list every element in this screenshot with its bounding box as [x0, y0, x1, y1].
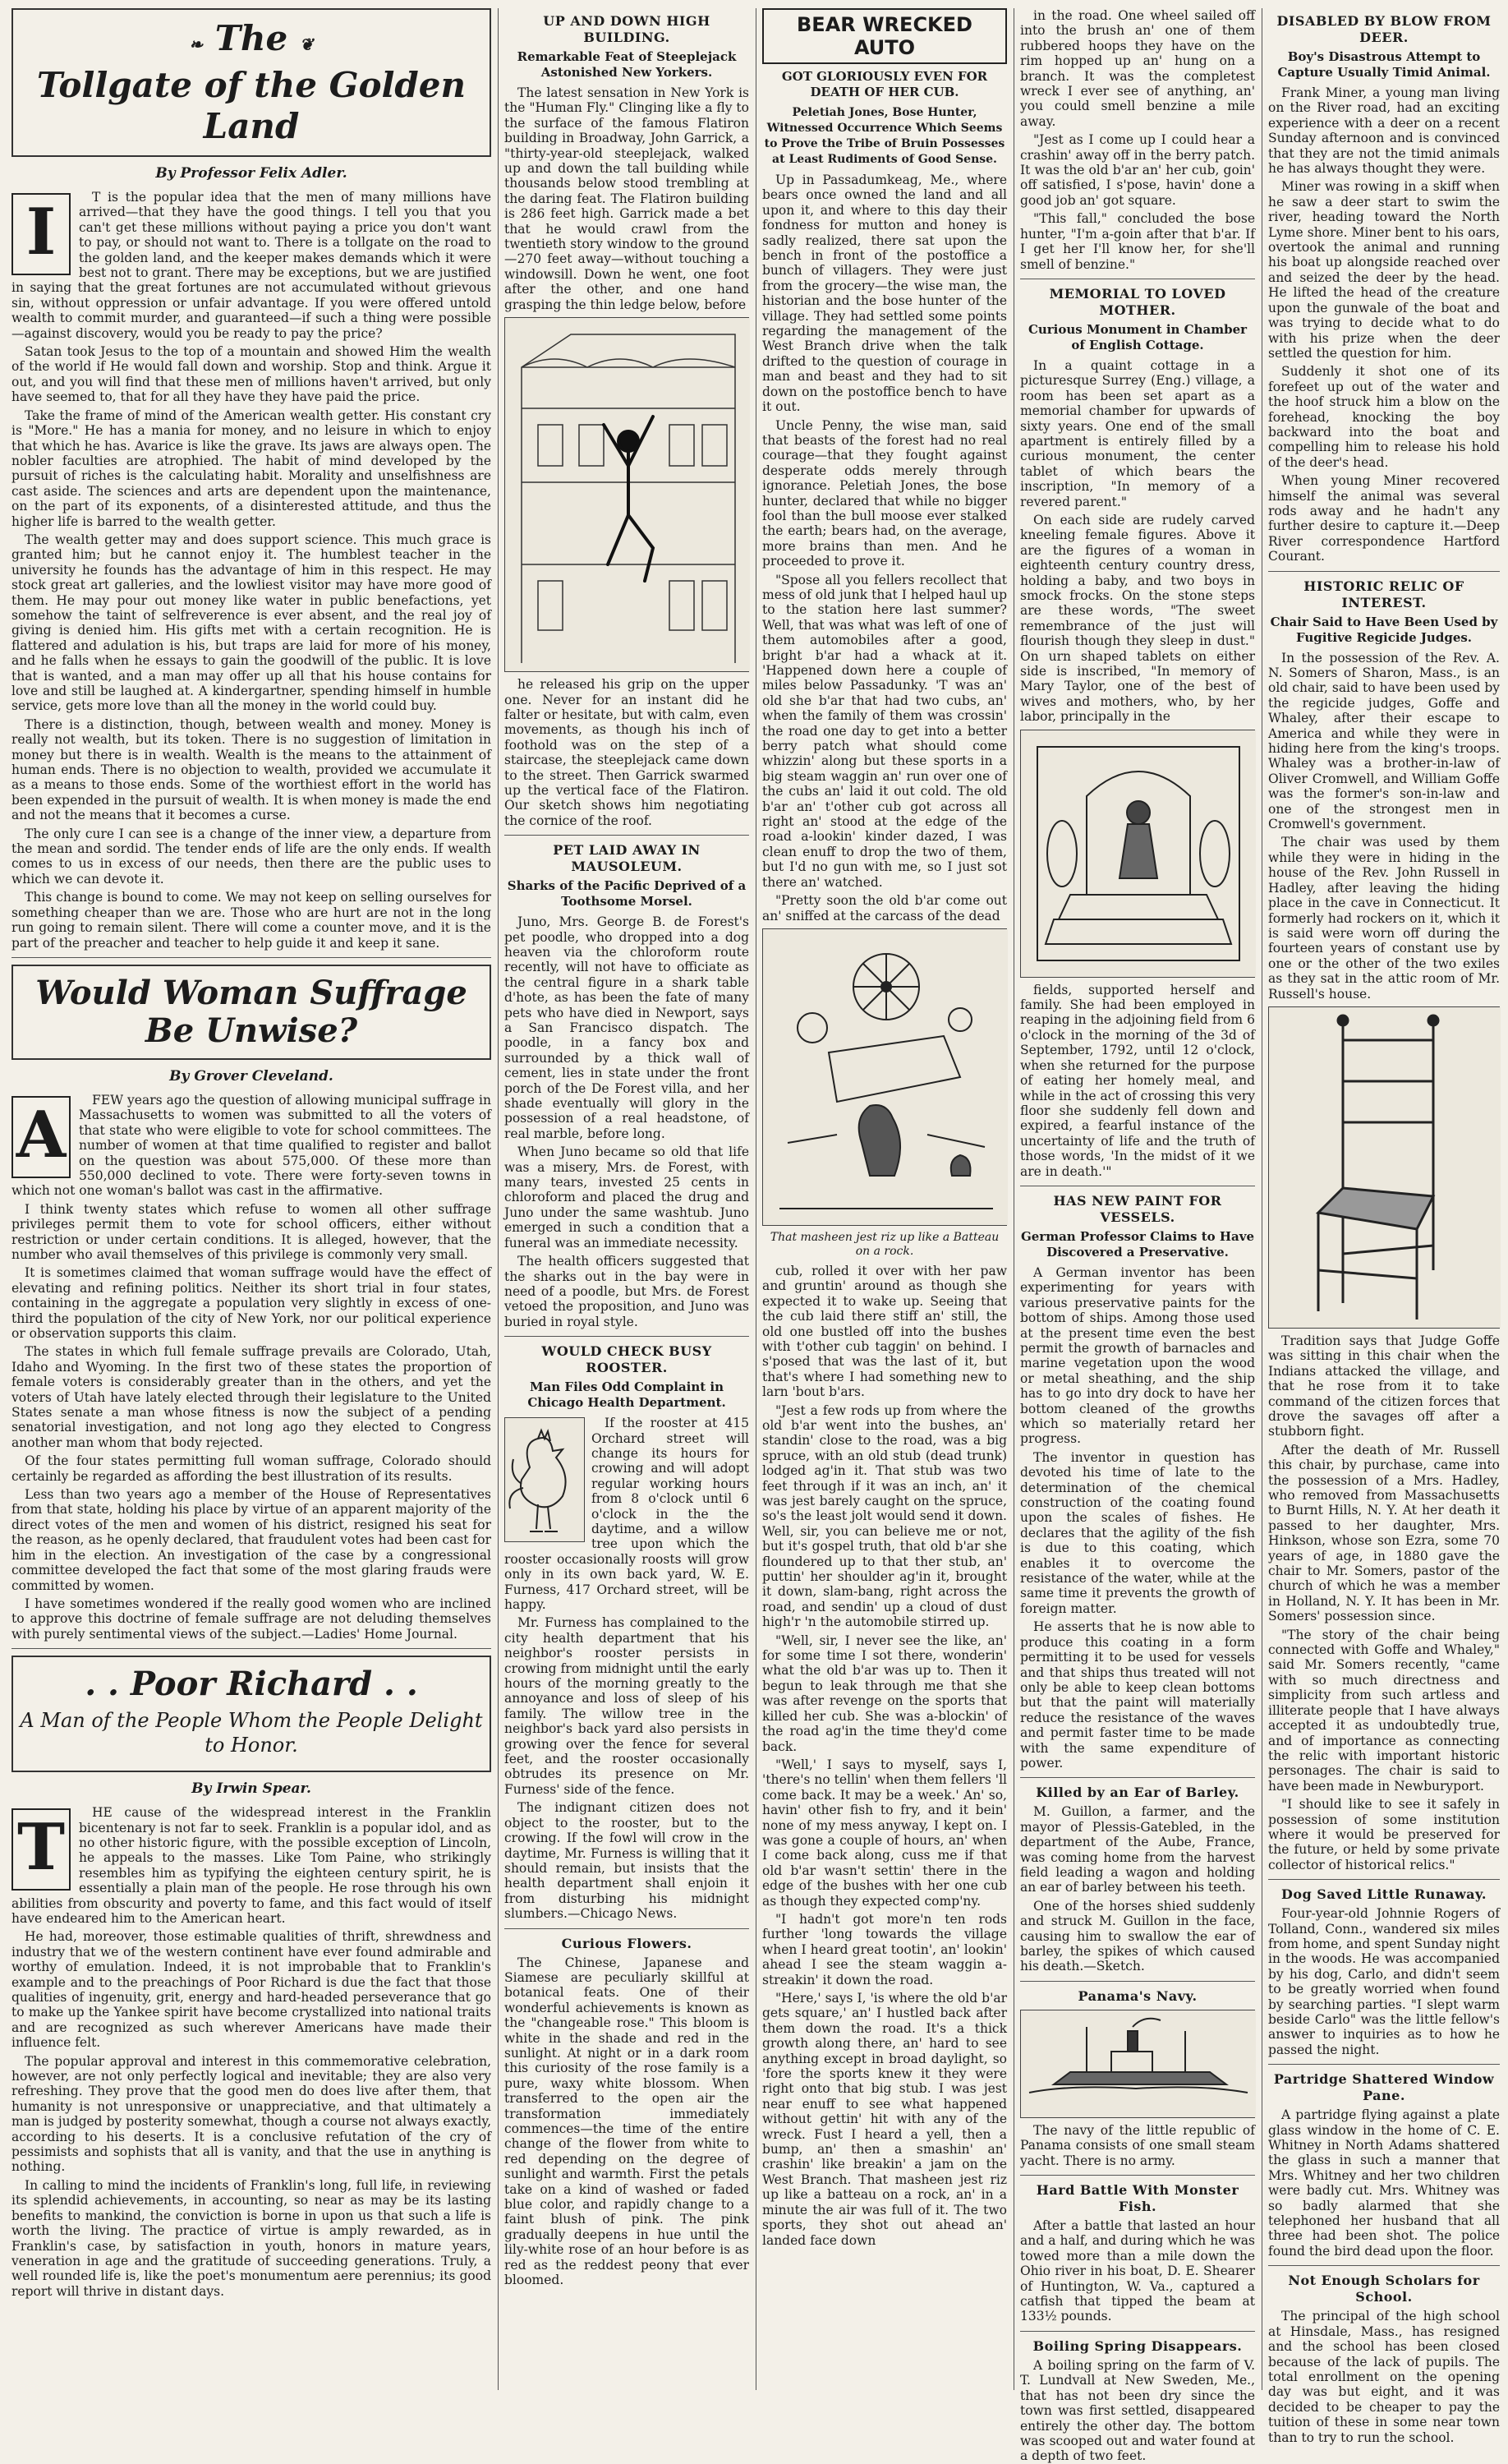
paragraph: The states in which full female suffrage prevails are Colorado, Utah, Idaho and Wyoming. In the first two of these states the proportion of female voters is considerably greater than in the others, and yet the voters of Utah have lately elected through their legislature to the United States senate a man whose fitness is now the subject of a pending senatorial investigation, and not long ago they elected to Congress another man whom that body rejected. [11, 1344, 491, 1450]
paragraph: "I should like to see it safely in possession of some institution where it would be preserved for the future, or held by some private collector of historical relics." [1268, 1797, 1500, 1872]
paint-headline: HAS NEW PAINT FOR VESSELS. [1053, 1192, 1222, 1225]
paragraph: In the possession of the Rev. A. N. Somers of Sharon, Mass., is an old chair, said to have been used by the regicide judges, Goffe and Whaley, after their escape to America and while they were in hiding here from the king's troops. Whaley was a brother-in-law of Oliver Cromwell, and William Goffe was the former's son-in-law and one of the strongest men in Cromwell's government. [1268, 650, 1500, 832]
deer-headline: DISABLED BY BLOW FROM DEER. [1276, 13, 1492, 45]
tollgate-title-box [11, 8, 491, 157]
runaway-headline: Dog Saved Little Runaway. [1281, 1886, 1487, 1903]
suffrage-article [11, 1093, 491, 1642]
bear-deck-1: GOT GLORIOUSLY EVEN FOR DEATH OF HER CUB. [781, 69, 988, 99]
paragraph: Uncle Penny, the wise man, said that beasts of the forest had no real courage—that they fought against desperate odds merely through ignorance. Peletiah Jones, the bose hunter, declared that while no bigger fool than the bull moose ever stalked the earth; bears had, on the average, more brains than men. And he proceeded to prove it. [762, 417, 1007, 569]
paragraph: If the rooster at 415 Orchard street will change its hours for crowing and will adopt regular working hours from 8 o'clock until 6 o'clock in the the daytime, and a willow tree upon which the rooster occasionally roosts will grow only in its own back yard, W. E. Furness, 417 Orchard street, will be happy. [504, 1416, 749, 1612]
paragraph: In calling to mind the incidents of Franklin's long, full life, in reviewing its splendid achievements, in accounting, so near as may be its lasting benefits to mankind, the conviction is borne in upon us that such a life is worth the living. The practice of virtue is amply rewarded, as in Franklin's case, by satisfaction in youth, honors in mature years, veneration in age and the gratitude of succeeding generations. Truly, a well rounded life is, like the poet's monumentum aere perennius; its good report will thrive in distant days. [11, 2177, 491, 2299]
dropcap-letter: I [11, 193, 71, 275]
paragraph: "Pretty soon the old b'ar come out an' sniffed at the carcass of the dead [762, 893, 1007, 923]
divider [1020, 2331, 1255, 2332]
divider [1020, 2175, 1255, 2176]
paragraph: "Jest as I come up I could hear a crashin' away off in the berry patch. It was the old b'ar an' her cub, goin' off satisfied, I s'pose, havin' done a good job an' got square. [1020, 132, 1255, 208]
rooster-icon [505, 1418, 584, 1541]
paragraph: "Jest a few rods up from where the old b'ar went into the bushes, an' standin' close to the road, was a big spruce, with an old stub (dead trunk) lodged ag'in it. That stub was two feet through if it was an inch, an' it was jest barely caught on the spruce, so's the least jolt would send it down. Well, sir, you can believe me or not, but it's gospel truth, that old b'ar she floundered up to that ther stub, an' puttin' her shoulder ag'in it, brought it down, slam-bang, right across the road, and sendin' up a cloud of dust high'r 'n the automobile stirred up. [762, 1402, 1007, 1630]
column-5 [1268, 8, 1500, 2445]
rooster-illustration [504, 1417, 585, 1542]
paragraph: I think twenty states which refuse to women all other suffrage privileges permit them to vote for school officers, either without restriction or under certain conditions. It is alleged, however, that the number who avail themselves of this privilege is commonly very small. [11, 1201, 491, 1262]
barley-headline: Killed by an Ear of Barley. [1036, 1785, 1239, 1801]
paragraph: I have sometimes wondered if the really good women who are inclined to approve this doctrine of female suffrage are not deluding themselves with purely sentimental views of the subject.—Ladies' Home Journal. [11, 1596, 491, 1642]
tollgate-title: ❧ The ❦ Tollgate of the Golden Land [36, 18, 467, 146]
paragraph: The health officers suggested that the sharks out in the bay were in need of a poodle, but Mrs. de Forest vetoed the proposition, and Juno was buried in royal style. [504, 1254, 749, 1329]
paragraph: The chair was used by them while they were in hiding in the house of the Rev. John Russell in Hadley, after leaving the hiding place in the cave in Connecticut. It formerly had rockers on it, which it is said were worn off during the fourteen years of constant use by one or the other of the two exiles as they sat in the attic room of Mr. Russell's house. [1268, 835, 1500, 1002]
ornament-icon: ❧ [189, 35, 204, 54]
paragraph: M. Guillon, a farmer, and the mayor of Plessis-Gatebled, in the department of the Aube, France, was coming home from the harvest field leading a wagon and holding an ear of barley between his teeth. [1020, 1804, 1255, 1895]
richard-title: . . Poor Richard . . [85, 1665, 418, 1704]
divider [1020, 1981, 1255, 1982]
column-2 [504, 8, 749, 2391]
paragraph: Tradition says that Judge Goffe was sitting in this chair when the Indians attacked the village, and that he rose from it to take command of the citizen forces that drove the savages off after a stubborn fight. [1268, 1333, 1500, 1439]
paragraph: Juno, Mrs. George B. de Forest's pet poodle, who dropped into a dog heaven via the chloroform route recently, will not have to officiate as the central figure in a shark table d'hote, as has been the fate of many pets who have died in Newport, says a San Francisco dispatch. The poodle, in a fancy box and surrounded by a thick wall of cement, lies in state under the front porch of the De Forest villa, and her shade eventually will glory in the possession of a real headstone, of real marble, before long. [504, 914, 749, 1141]
column-4 [1020, 8, 1255, 2464]
ornament-icon: ❦ [299, 35, 314, 54]
paragraph: in the road. One wheel sailed off into the brush an' one of them rubbered hoops they have on the rim hopped up an' hung on a branch. It was the completest wreck I ever see of anything, an' you could smell benzine a mile away. [1020, 8, 1255, 129]
paragraph: "Well,' I says to myself, says I, 'there's no tellin' when them fellers 'll come back. It may be a week.' An' so, havin' other fish to fry, and it bein' none of my mess anyway, I kept on. I was gone a couple of hours, an' when I come back along, cuss me if that old b'ar wasn't settin' there in the edge of the bushes with her one cub as though they expected comp'ny. [762, 1757, 1007, 1909]
paragraph: fields, supported herself and family. She had been employed in reaping in the adjoining field from 6 o'clock in the morning of the 3d of September, 1792, until 12 o'clock, when she returned for the purpose of eating her homely meal, and while in the act of crossing this very floor she suddenly fell down and expired, a fearful instance of the uncertainty of life and the truth of those words, 'In the midst of it we are in death.'" [1020, 982, 1255, 1179]
bear-headline: BEAR WRECKED AUTO [762, 8, 1007, 64]
pet-deck: Sharks of the Pacific Deprived of a Toothsome Morsel. [507, 878, 747, 910]
paragraph: On each side are rudely carved kneeling female figures. Above it are the figures of a woman in eighteenth century country dress, holding a baby, and two boys in smock frocks. On the stone steps are these words, "The sweet remembrance of the just will flourish though they sleep in dust." On urn shaped tablets on either side is inscribed, "In memory of Mary Taylor, one of the best of wives and mothers, who, by her labor, principally in the [1020, 512, 1255, 725]
steeplejack-deck: Remarkable Feat of Steeplejack Astonished New Yorkers. [517, 49, 737, 80]
scholars-headline: Not Enough Scholars for School. [1288, 2273, 1480, 2305]
paragraph: Take the frame of mind of the American wealth getter. His constant cry is "More." He has a mania for money, and no leisure in which to enjoy that which he has. Avarice is like the grave. Its jaws are always open. The nobler faculties are atrophied. The habit of mind developed by the pursuit of riches is the calculating habit. Morality and unselfishness are cast aside. The sciences and arts are dependent upon the maintenance, on the part of its exponents, of a disinterested attitude, and thus the higher life is barred to the wealth getter. [11, 408, 491, 529]
paragraph: It is sometimes claimed that woman suffrage would have the effect of elevating and refining politics. Neither its short trial in four states, containing in the aggregate a population very slightly in excess of one-third the population of the city of New York, nor our political experience or observation supports this claim. [11, 1265, 491, 1341]
paragraph: When young Miner recovered himself the animal was several rods away and he hadn't any further desire to capture it.—Deep River correspondence Hartford Courant. [1268, 473, 1500, 564]
column-1 [11, 8, 491, 2391]
richard-subtitle: A Man of the People Whom the People Delight to Honor. [20, 1709, 483, 1757]
richard-article [11, 1805, 491, 2299]
memorial-deck: Curious Monument in Chamber of English Cottage. [1028, 321, 1248, 352]
paragraph: Four-year-old Johnnie Rogers of Tolland, Conn., wandered six miles from home, and spent Sunday night in the woods. He was accompanied by his dog, Carlo, and didn't seem to be greatly worried when found by searching parties. "I slept warm beside Carlo" was the little fellow's answer to inquiries as to how he passed the night. [1268, 1906, 1500, 2057]
divider [1268, 2064, 1500, 2065]
column-3 [762, 8, 1007, 2391]
paragraph: When Juno became so old that life was a misery, Mrs. de Forest, with many tears, invested 25 cents in chloroform and placed the drug and Juno under the same washtub. Juno emerged in such a condition that a funeral was an immediate necessity. [504, 1144, 749, 1250]
paragraph: HE cause of the widespread interest in the Franklin bicentenary is not far to seek. Franklin is a popular idol, and as no other historic figure, with the possible exception of Lincoln, he appeals to the masses. Like Tom Paine, who strikingly resembles him as typifying the eighteen century spirit, he is essentially a plain man of the people. He rose through his own abilities from obscurity and poverty to fame, and this fact would of itself have endeared him to the American heart. [11, 1805, 491, 1926]
column-rule [498, 8, 499, 2390]
building-climber-icon [505, 318, 750, 671]
paragraph: Satan took Jesus to the top of a mountain and showed Him the wealth of the world if He would fall down and worship. Stop and think. Argue it out, and you will find that these men of millions haven't arrived, but only have seemed to, that for all they have they have paid the price. [11, 344, 491, 405]
paragraph: FEW years ago the question of allowing municipal suffrage in Massachusetts to women was submitted to all the voters of that state who were eligible to vote for school committees. The number of women at that time qualified to register and ballot on the question was about 575,000. Of these more than 550,000 declined to vote. There were forty-seven towns in which not one woman's ballot was cast in the affirmative. [11, 1092, 491, 1199]
divider [1268, 1879, 1500, 1880]
dropcap-letter: A [11, 1096, 71, 1178]
divider [504, 835, 749, 836]
paragraph: Up in Passadumkeag, Me., where bears once owned the land and all upon it, and where to this day their fondness for mutton and honey is sadly realized, there sat upon the bench in front of the postoffice a bunch of villagers. They were just from the grocery—the wise man, the historian and the bose hunter of the village. They had settled some points regarding the management of the West Branch drive when the talk drifted to the question of courage in man and beast and they had to sit down on the postoffice bench to have it out. [762, 173, 1007, 415]
pet-headline: PET LAID AWAY IN MAUSOLEUM. [553, 842, 701, 875]
bear-caption: That masheen jest riz up like a Batteau on a rock. [770, 1230, 1000, 1258]
divider [1268, 571, 1500, 572]
rooster-headline: WOULD CHECK BUSY ROOSTER. [541, 1343, 712, 1376]
memorial-illustration [1020, 730, 1255, 978]
paragraph: He had, moreover, those estimable qualities of thrift, shrewdness and industry that we of the western continent have ever found admirable and worthy of emulation. Indeed, it is not improbable that to Franklin's example and to the preachings of Poor Richard is due the fact that those qualities of ingenuity, grit, energy and hard-headed perseverance that go to make up the Yankee spirit have become crystallized into national traits and are recognized as such wherever Americans have made their influence felt. [11, 1929, 491, 2051]
steam-yacht-icon [1021, 2010, 1256, 2117]
paragraph: "Well, sir, I never see the like, an' for some time I sot there, wonderin' what the old b'ar was up to. Then it begun to leak through me that she was after revenge on the sports that killed her cub. She was a-blockin' of the road ag'in the time they'd come back. [762, 1633, 1007, 1754]
paragraph: he released his grip on the upper one. Never for an instant did he falter or hesitate, but with calm, even movements, as though his inch of foothold was on the step of a staircase, the steeplejack came down to the street. Then Garrick swarmed up the vertical face of the Flatiron. Our sketch shows him negotiating the cornice of the roof. [504, 677, 749, 828]
paragraph: A partridge flying against a plate glass window in the home of C. E. Whitney in North Adams shattered the glass in such a manner that Mrs. Whitney and her two children were badly cut. Mrs. Whitney was so badly alarmed that she telephoned her husband that all three had been shot. The police found the bird dead upon the floor. [1268, 2107, 1500, 2259]
flowers-headline: Curious Flowers. [561, 1935, 692, 1951]
paragraph: Suddenly it shot one of its forefeet up out of the water and the hoof struck him a blow on the forehead, knocking the boy backward into the boat and compelling him to release his hold of the deer's head. [1268, 364, 1500, 470]
suffrage-title: Would Woman Suffrage Be Unwise? [35, 973, 467, 1050]
spring-headline: Boiling Spring Disappears. [1032, 2337, 1243, 2354]
memorial-headline: MEMORIAL TO LOVED MOTHER. [1049, 285, 1226, 318]
relic-deck: Chair Said to Have Been Used by Fugitive Regicide Judges. [1270, 614, 1498, 645]
paragraph: The Chinese, Japanese and Siamese are peculiarly skillful at botanical feats. One of their wonderful achievements is known as the "changeable rose." This bloom is white in the shade and red in the sunlight. At night or in a dark room this curiosity of the rose family is a pure, waxy white blossom. When transferred to the open air the transformation immediately commences—the time of the entire change of the flower from white to red depending on the degree of sunlight and warmth. First the petals take on a kind of washed or faded blue color, and rapidly change to a faint blush of pink. The pink gradually deepens in hue until the lily-white rose of an hour before is as red as the reddest peony that ever bloomed. [504, 1955, 749, 2288]
suffrage-title-box [11, 965, 491, 1060]
tollgate-article [11, 190, 491, 951]
paragraph: The wealth getter may and does support science. This much grace is granted him; but he cannot enjoy it. The humblest teacher in the university he founds has the advantage of him in this respect. He may stock great art galleries, and the lowliest visitor may have more good of them. He may pour out money like water in public benefactions, yet somehow the taint of selfreverence is ever absent, and the real joy of giving is denied him. His gifts met with a certain recognition. He is flattered and adulation is his, but traps are laid for more of his money, and he falls when he essays to gain the goodwill of the public. It is love that is wanted, and a man may offer up all that his house contains for love and still be laughed at. A kindergartner, spending himself in humble service, gets more love than all the money in the world could buy. [11, 532, 491, 714]
chair-icon [1269, 1007, 1501, 1328]
richard-byline: By Irwin Spear. [191, 1780, 311, 1798]
paragraph: The only cure I can see is a change of the inner view, a departure from the mean and sordid. The tender ends of life are the only ends. If wealth comes to us in excess of our needs, then there are the public uses to which we can devote it. [11, 826, 491, 887]
paragraph: The indignant citizen does not object to the rooster, but to the crowing. If the fowl will crow in the daytime, Mr. Furness is willing that it should remain, but insists that the health department shall enjoin it from disturbing his midnight slumbers.—Chicago News. [504, 1800, 749, 1922]
paragraph: He asserts that he is now able to produce this coating in a form permitting it to be used for vessels and that ships thus treated will not only be able to keep clean bottoms but that the paint will materially reduce the resistance of the waves and permit faster time to be made with the same expenditure of power. [1020, 1619, 1255, 1771]
paragraph: Mr. Furness has complained to the city health department that his neighbor's rooster persists in crowing from midnight until the early hours of the morning greatly to the annoyance and loss of sleep of his family. The willow tree in the neighbor's back yard also persists in growing over the fence for several feet, and the rooster occasionally obtrudes its presence on Mr. Furness' side of the fence. [504, 1615, 749, 1797]
paragraph: One of the horses shied suddenly and struck M. Guillon in the face, causing him to swallow the ear of barley, the spikes of which caused his death.—Sketch. [1020, 1898, 1255, 1974]
relic-headline: HISTORIC RELIC OF INTEREST. [1303, 578, 1464, 610]
paragraph: The popular approval and interest in this commemorative celebration, however, are not only perfectly logical and inevitable; they are also very refreshing. They prove that the good men do does live after them, that humanity is not unresponsive or unappreciative, and that ultimately a man is judged by posterity somewhat, though a course not always exactly, according to his deserts. It is a conclusive refutation of the cry of pessimists and sophists that all is vanity, and that the use in anything is nothing. [11, 2053, 491, 2175]
deer-deck: Boy's Disastrous Attempt to Capture Usually Timid Animal. [1277, 49, 1491, 80]
paint-deck: German Professor Claims to Have Discovered a Preservative. [1020, 1228, 1255, 1260]
paragraph: A boiling spring on the farm of V. T. Lundvall at New Sweden, Me., that has not been dry since the town was first settled, disappeared entirely the other day. The bottom was scooped out and water found at a depth of two feet. [1020, 2357, 1255, 2464]
paragraph: Less than two years ago a member of the House of Representatives from that state, holding his place by virtue of an apparent majority of the direct votes of the men and women of his district, resigned his seat for the reason, as he openly declared, that fraudulent votes had been cast for him in the election. An investigation of the case by a congressional committee developed the fact that some of the most glaring frauds were committed by women. [11, 1487, 491, 1593]
paragraph: "Here,' says I, 'is where the old b'ar gets square,' an' I hustled back after them down the road. It's a thick growth along there, an' hard to see anything except in broad daylight, so 'fore the sports knew it they were right onto that big stub. I was jest near enuff to see what happened without gettin' hit with any of the wreck. Fust I heard a yell, then a bump, an' then a smashin' an' crashin' like breakin' a jam on the West Branch. That masheen jest riz up like a batteau on a rock, an' in a minute the air was full of it. The two sports, they shot out ahead an' landed face down [762, 1991, 1007, 2248]
divider [504, 1928, 749, 1929]
navy-headline: Panama's Navy. [1078, 1987, 1198, 2004]
paragraph: "I hadn't got more'n ten rods further 'long towards the village when I heard great tootin', an' lookin' ahead I see the steam waggin a-streakin' it down the road. [762, 1911, 1007, 1987]
paragraph: The principal of the high school at Hinsdale, Mass., has resigned and the school has been closed because of the lack of pupils. The total enrollment on the opening day was but eight, and it was decided to be cheaper to pay the tuition of these in some near town than to try to run the school. [1268, 2309, 1500, 2445]
divider [1020, 1777, 1255, 1778]
bear-wreck-illustration [762, 928, 1007, 1226]
paragraph: Miner was rowing in a skiff when he saw a deer start to swim the river, heading toward the North Lyme shore. Miner bent to his oars, overtook the animal and running his boat up alongside reached over and seized the deer by the head. He lifted the head of the creature upon the gunwale of the boat and was trying to decide what to do with his prize when the deer settled the question for him. [1268, 179, 1500, 361]
tollgate-byline: By Professor Felix Adler. [155, 165, 347, 182]
paragraph: The inventor in question has devoted his time of late to the determination of the chemical construction of the coating found upon the scales of fishes. He declares that the agility of the fish is due to this coating, which enables it to overcome the resistance of the water, while at the same time it prevents the growth of foreign matter. [1020, 1449, 1255, 1616]
divider [11, 1648, 491, 1649]
paragraph: A German inventor has been experimenting for years with various preservative paints for the bottom of ships. Among those used at the present time even the best permit the growth of barnacles and marine vegetation upon the wood or metal sheathing, and the ship has to go into dry dock to have her bottom cleaned of the growths which so materially retard her progress. [1020, 1264, 1255, 1447]
paragraph: "Spose all you fellers recollect that mess of old junk that I helped haul up to the station here last summer? Well, that was what was left of one of them automobiles after a good, bright b'ar had a whack at it. 'Happened down here a couple of miles below Passadunky. 'T was an' old she b'ar that had two cubs, an' when the family of them was crossin' the road one day to get into a better berry patch what should come whizzin' along but these sports in a big steam waggin an' run over one of the cubs an' laid it out cold. The old b'ar an' t'other cub got across all right an' stood at the edge of the road a-lookin' kinder dazed, I was clean enuff to drop the two of them, but I'd no gun with me, so I just sot there an' watched. [762, 572, 1007, 890]
paragraph: cub, rolled it over with her paw and gruntin' around as though she expected it to wake up. Seeing that the cub laid there stiff an' still, the old one bustled off into the bushes with t'other cub taggin' on behind. I s'posed that was the last of it, but that's where I had something new to larn 'bout b'ars. [762, 1263, 1007, 1400]
rooster-deck: Man Files Odd Complaint in Chicago Health Department. [527, 1379, 726, 1411]
wrecked-auto-icon [763, 929, 1008, 1225]
paragraph: In a quaint cottage in a picturesque Surrey (Eng.) village, a room has been set apart as a memorial chamber for upwards of sixty years. One end of the small apartment is entirely filled by a curious monument, the center tablet of which bears the inscription, "In memory of a revered parent." [1020, 357, 1255, 509]
paragraph: After the death of Mr. Russell this chair, by purchase, came into the possession of a Mrs. Hadley, who removed from Massachusetts to Burnt Hills, N. Y. At her death it passed to her daughter, Mrs. Hinkson, whose son Ezra, some 70 years of age, in 1880 gave the chair to Mr. Somers, pastor of the church of which he was a member in Holland, N. Y. It has been in Mr. Somers' possession since. [1268, 1442, 1500, 1624]
suffrage-byline: By Grover Cleveland. [169, 1067, 333, 1085]
navy-illustration [1020, 2010, 1255, 2118]
divider [504, 1336, 749, 1337]
bear-deck-2: Peletiah Jones, Bose Hunter, Witnessed Occurrence Which Seems to Prove the Tribe of Bruin Possesses at Least Rudiments of Good Sense. [764, 106, 1005, 166]
paragraph: The latest sensation in New York is the "Human Fly." Clinging like a fly to the surface of the famous Flatiron building in Broadway, John Garrick, a "thirty-year-old steeplejack, walked up and down the tall building while thousands below stood trembling at the daring feat. The Flatiron building is 286 feet high. Garrick made a bet that he would crawl from the twentieth story window to the ground—270 feet away—without touching a windowsill. Down he went, one foot after the other, and one hand grasping the thin ledge below, before [504, 85, 749, 312]
steeplejack-headline: UP AND DOWN HIGH BUILDING. [543, 13, 710, 45]
paragraph: This change is bound to come. We may not keep on selling ourselves for something cheaper than we are. Those who are hurt are not in the long run going to remain silent. There will come a counter move, and it is the part of the preacher and teacher to help guide it and keep it sane. [11, 890, 491, 951]
paragraph: Of the four states permitting full woman suffrage, Colorado should certainly be regarded as affording the best illustration of its results. [11, 1453, 491, 1484]
partridge-headline: Partridge Shattered Window Pane. [1273, 2071, 1495, 2104]
paragraph: After a battle that lasted an hour and a half, and during which he was towed more than a mile down the Ohio river in his boat, D. E. Shearer of Huntington, W. Va., captured a catfish that tipped the beam at 133½ pounds. [1020, 2218, 1255, 2324]
paragraph: T is the popular idea that the men of many millions have arrived—that they have the good things. I tell you that you can't get these millions without paying a price you don't want to pay, or should not want to. There is a tollgate on the road to the golden land, and the keeper makes demands which it were best not to grant. There may be exceptions, but we are justified in saying that the great fortunes are not accumulated without grievous sin, without oppression or unfair advantage. If you were offered untold wealth to commit murder, and guaranteed—if such a thing were possible—against discovery, would you be ready to pay the price? [11, 190, 491, 341]
paragraph: "The story of the chair being connected with Goffe and Whaley," said Mr. Somers recently, "came with so much directness and simplicity from such artless and illiterate people that I have always accepted it as undoubtedly true, and of importance as connecting the relic with important historic personages. The chair is said to have been made in Newburyport. [1268, 1627, 1500, 1794]
dropcap-letter: T [11, 1808, 71, 1891]
paragraph: Frank Miner, a young man living on the River road, had an exciting experience with a deer on a recent Sunday afternoon and is convinced that they are not the timid animals he has always thought they were. [1268, 85, 1500, 177]
monument-icon [1021, 730, 1256, 977]
paragraph: "This fall," concluded the bose hunter, "I'm a-goin after that b'ar. If I get her I'll know her, for she'll smell of benzine." [1020, 211, 1255, 272]
chair-illustration [1268, 1006, 1500, 1329]
paragraph: The navy of the little republic of Panama consists of one small steam yacht. There is no army. [1020, 2122, 1255, 2168]
steeplejack-illustration [504, 317, 749, 672]
paragraph: There is a distinction, though, between wealth and money. Money is really not wealth, but its token. There is no suggestion of limitation in money but there is in wealth. Wealth is the means to the attainment of human ends. There is no objection to wealth, provided we accumulate it as a means to those ends. Some of the worthiest effort in the world has been expended in the pursuit of wealth. It is when money is made the end and not the means that it becomes a curse. [11, 716, 491, 823]
divider [11, 957, 491, 958]
divider [1268, 2265, 1500, 2266]
richard-title-box [11, 1656, 491, 1772]
fish-headline: Hard Battle With Monster Fish. [1036, 2182, 1239, 2215]
